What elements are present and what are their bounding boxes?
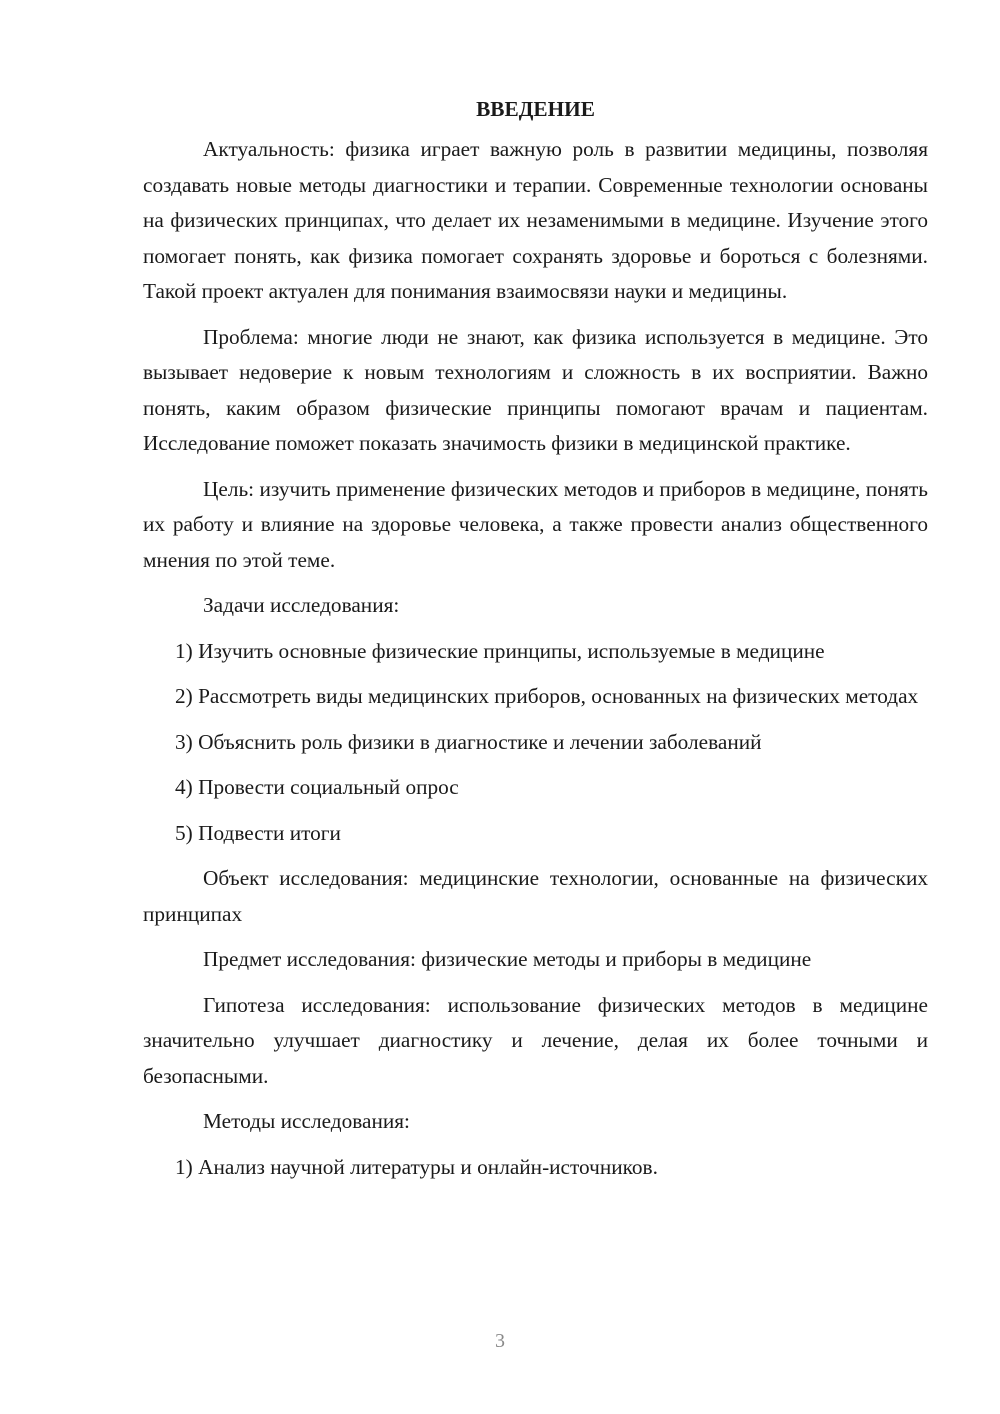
hypothesis-paragraph: Гипотеза исследования: использование физических методов в медицине значительно улучшает диагностику и лечение, делая их более точными и безопасными. (143, 992, 928, 1088)
document-page (143, 92, 928, 1195)
method-item: 1) Анализ научной литературы и онлайн-источников. (175, 1154, 658, 1179)
task-item: 5) Подвести итоги (175, 820, 341, 845)
task-item: 2) Рассмотреть виды медицинских приборов, основанных на физических методах (175, 684, 919, 708)
task-item: 4) Провести социальный опрос (175, 775, 459, 799)
goal-paragraph: Цель: изучить применение физических методов и приборов в медицине, понять их работу и влияние на здоровье человека, а также провести анализ общественного мнения по этой теме. (143, 476, 928, 572)
task-item: 3) Объяснить роль физики в диагностике и лечении заболеваний (175, 729, 762, 754)
page-number: 3 (495, 1330, 505, 1352)
relevance-paragraph: Актуальность: физика играет важную роль в развитии медицины, позволяя создавать новые методы диагностики и терапии. Современные технологии основаны на физических принципах, что делает их незаменимыми в медицине. Изучение этого помогает понять, как физика помогает сохранять здоровье и бороться с болезнями. Такой проект актуален для понимания взаимосвязи науки и медицины. (143, 137, 928, 303)
object-paragraph: Объект исследования: медицинские технологии, основанные на физических принципах (143, 866, 928, 926)
tasks-heading: Задачи исследования: (203, 593, 400, 617)
methods-heading: Методы исследования: (203, 1109, 410, 1133)
subject-paragraph: Предмет исследования: физические методы и приборы в медицине (203, 947, 812, 971)
task-item: 1) Изучить основные физические принципы, используемые в медицине (175, 638, 825, 663)
problem-paragraph: Проблема: многие люди не знают, как физика используется в медицине. Это вызывает недоверие к новым технологиям и сложность в их восприятии. Важно понять, каким образом физические принципы помогают врачам и пациентам. Исследование поможет показать значимость физики в медицинской практике. (143, 324, 928, 455)
page-title: ВВЕДЕНИЕ (476, 97, 595, 121)
